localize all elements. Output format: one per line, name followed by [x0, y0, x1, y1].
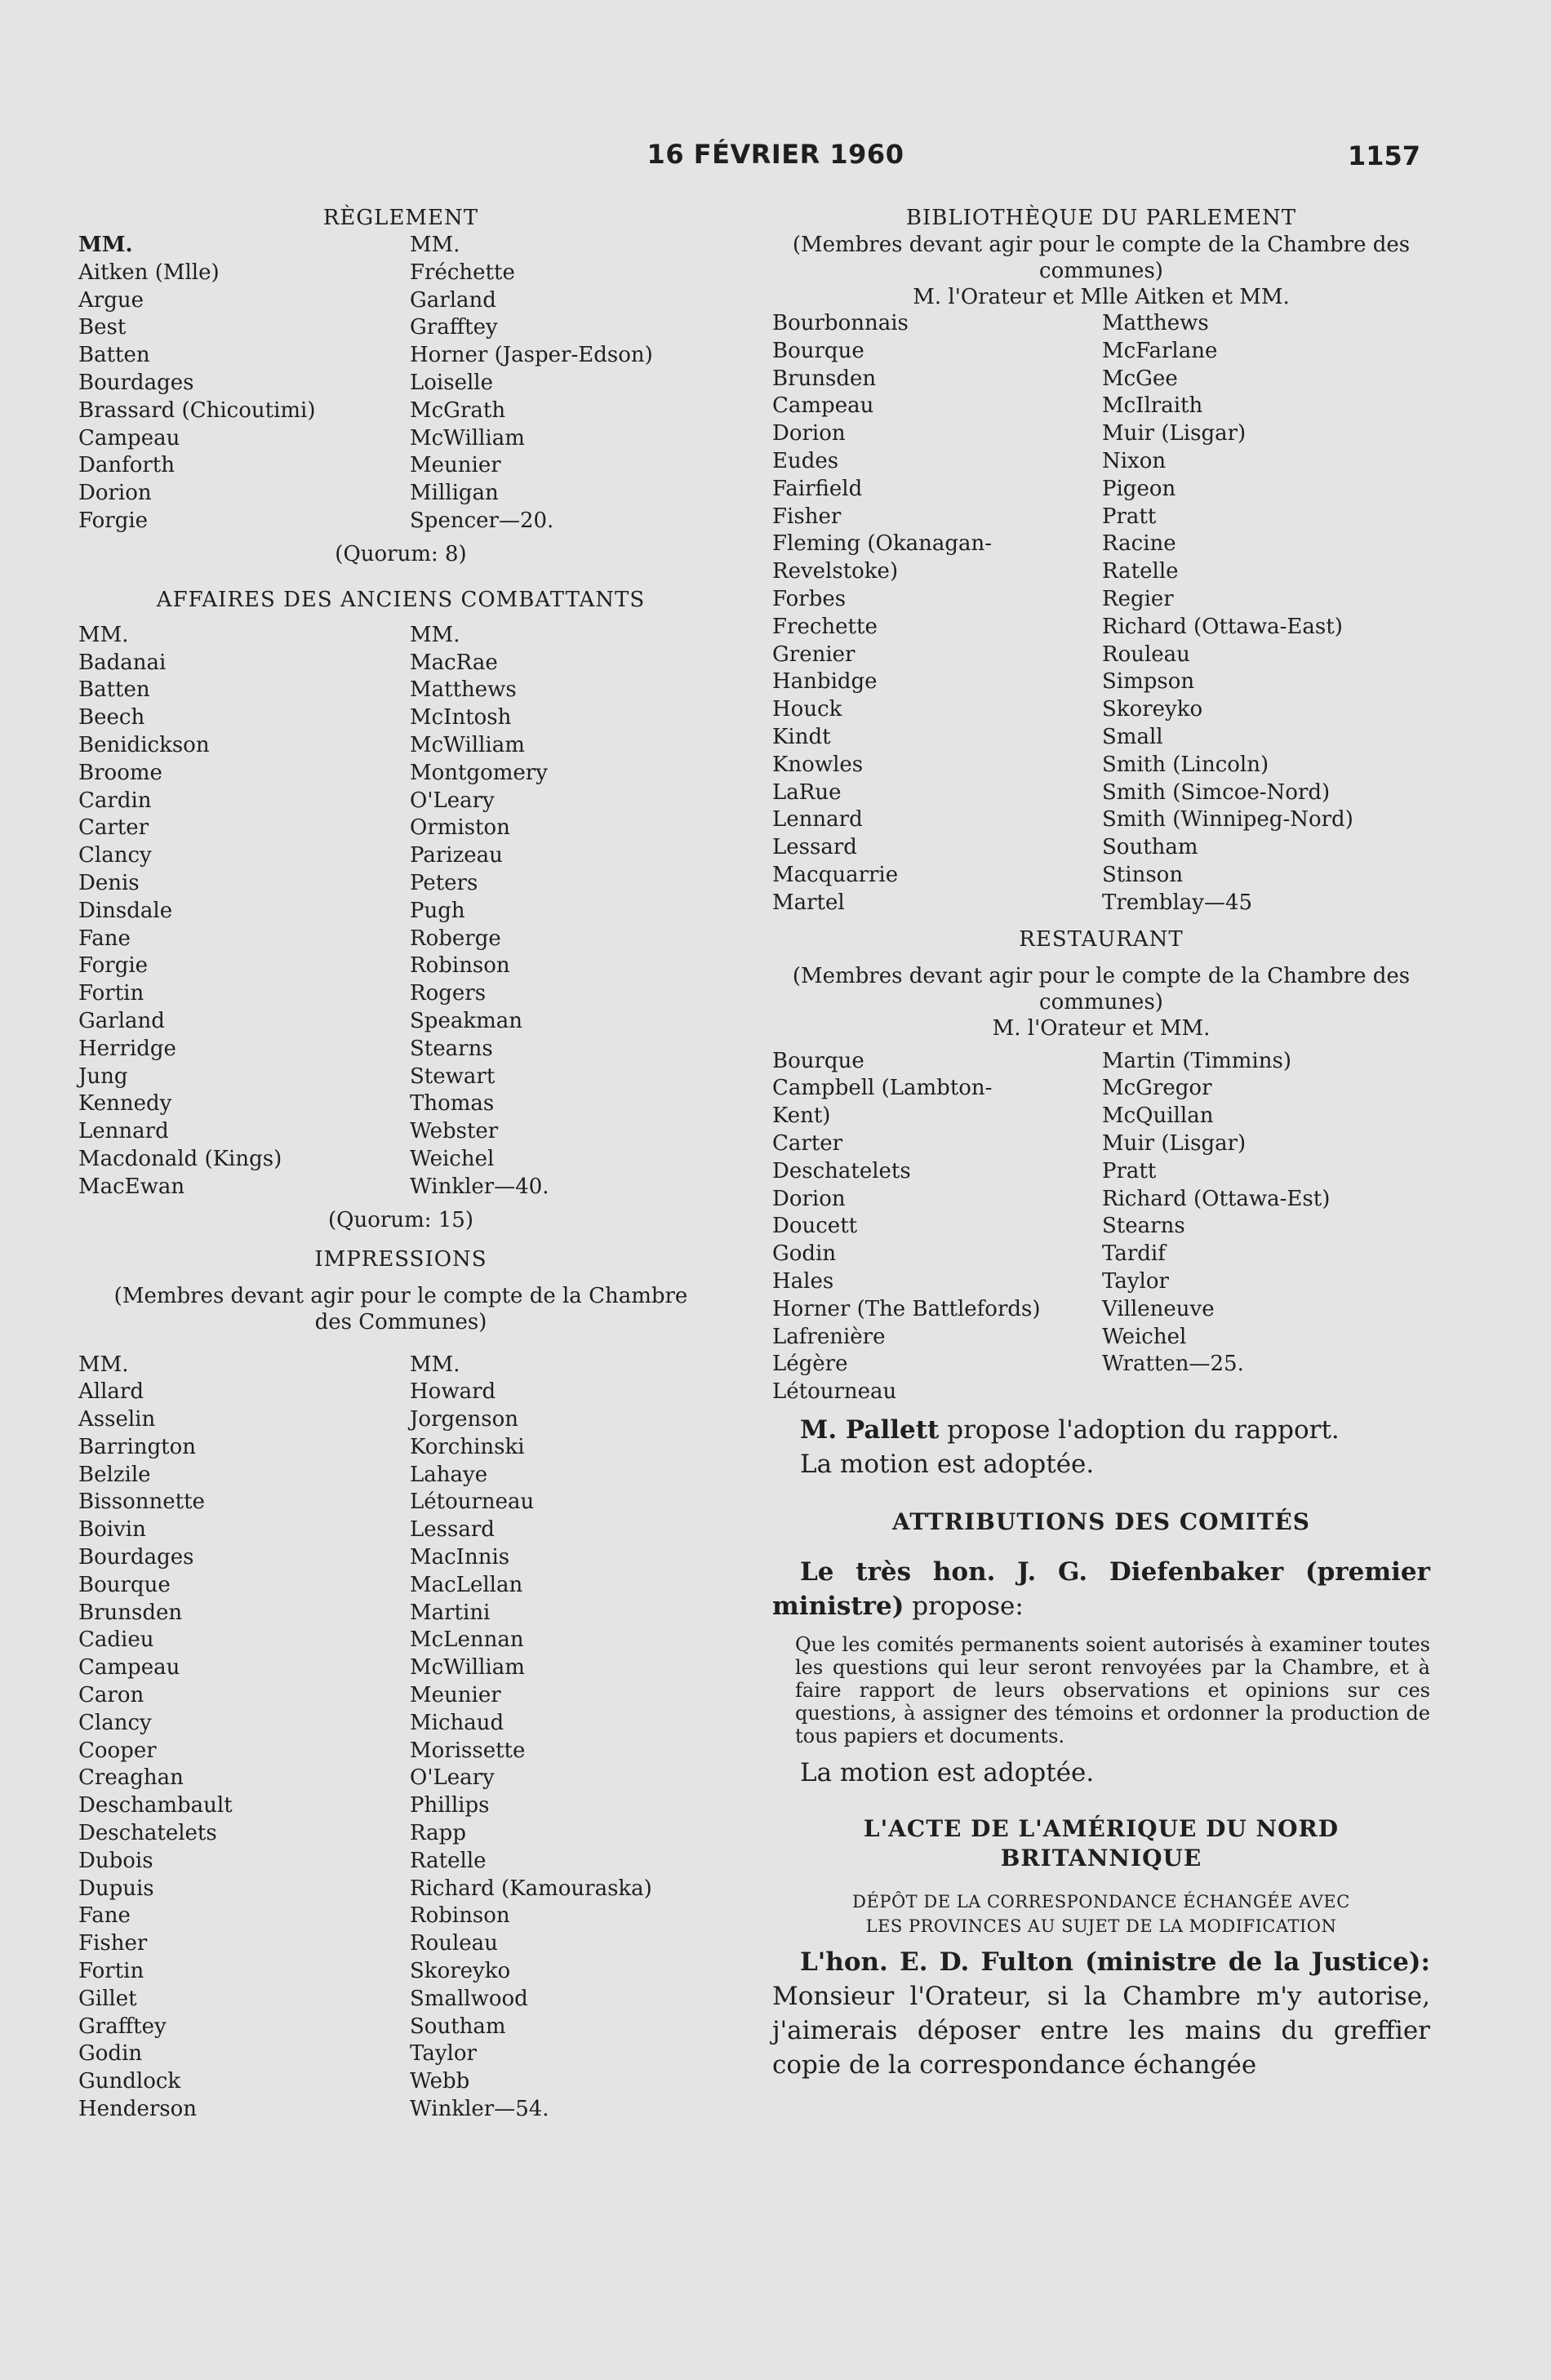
member-name: Grafftey — [78, 2014, 167, 2039]
member-name: Houck — [772, 697, 842, 722]
member-name: Creaghan — [78, 1765, 184, 1791]
member-name: Stinson — [1102, 862, 1184, 887]
left-column — [78, 204, 723, 2124]
member-name: McIlraith — [1102, 393, 1203, 419]
member-name: Forbes — [772, 586, 847, 611]
member-name: Weichel — [410, 1146, 495, 1171]
quorum: (Quorum: 8) — [335, 541, 467, 566]
member-name: Muir (Lisgar) — [1102, 1130, 1247, 1156]
member-name: Michaud — [410, 1710, 504, 1735]
member-name: Matthews — [410, 677, 517, 703]
paragraph-diefenbaker — [772, 1555, 1430, 1623]
member-name: Badanai — [78, 650, 167, 675]
member-name: Nixon — [1102, 448, 1167, 473]
member-name: Macquarrie — [772, 862, 899, 887]
mm-label: MM. — [410, 233, 460, 257]
member-name: Bissonnette — [78, 1490, 205, 1515]
section-bibliotheque — [772, 204, 1430, 917]
member-name: Morissette — [410, 1738, 526, 1763]
right-column — [772, 204, 1430, 2082]
member-name: Belzile — [78, 1462, 151, 1487]
member-name: Simpson — [1102, 669, 1195, 695]
member-name: Ratelle — [1102, 559, 1179, 584]
member-name: Thomas — [410, 1091, 495, 1117]
mm-label: MM. — [78, 233, 133, 257]
member-name: Légère — [772, 1352, 848, 1377]
member-name: Asselin — [78, 1407, 156, 1432]
subheading-depot-line1: DÉPÔT DE LA CORRESPONDANCE ÉCHANGÉE AVEC — [852, 1891, 1350, 1912]
member-name: Tremblay—45 — [1102, 890, 1253, 915]
member-name: Pratt — [1102, 1158, 1157, 1183]
member-list-col2 — [1102, 1048, 1330, 1406]
member-name: Broome — [78, 760, 162, 785]
member-list-col2 — [410, 650, 549, 1201]
member-name: Stearns — [1102, 1214, 1185, 1239]
member-name: Garland — [78, 1008, 165, 1033]
member-name: Southam — [410, 2014, 506, 2039]
member-name: Jung — [78, 1063, 128, 1089]
member-lists — [78, 650, 723, 1201]
member-name: Dinsdale — [78, 898, 173, 923]
member-name: Milligan — [410, 481, 499, 506]
member-name: Martel — [772, 890, 845, 915]
member-name: Fane — [78, 1903, 131, 1929]
section-title: BIBLIOTHÈQUE DU PARLEMENT — [905, 206, 1297, 230]
member-name: Jorgenson — [410, 1407, 519, 1432]
member-name: McQuillan — [1102, 1103, 1214, 1129]
section-title: IMPRESSIONS — [314, 1246, 487, 1272]
member-name: Fane — [78, 926, 131, 951]
member-list-col1 — [78, 650, 410, 1201]
member-name: Hales — [772, 1268, 834, 1294]
member-name: Forgie — [78, 508, 149, 533]
member-name: Rouleau — [410, 1931, 498, 1956]
member-name: Racine — [1102, 531, 1176, 557]
member-name: Bourbonnais — [772, 311, 909, 335]
member-list-col1 — [78, 1379, 410, 2124]
paragraph-text: Monsieur l'Orateur, si la Chambre m'y autorise, j'aimerais déposer entre les mains du greffier copie de la correspondance échangée — [772, 1981, 1430, 2080]
member-name: Howard — [410, 1379, 496, 1405]
section-impressions — [78, 1246, 723, 2124]
member-name: Eudes — [772, 448, 839, 473]
member-name: Korchinski — [410, 1434, 525, 1459]
motion-adopted: La motion est adoptée. — [800, 1757, 1095, 1787]
member-name: Grafftey — [410, 315, 498, 340]
member-name: Webb — [410, 2069, 470, 2094]
member-name: Benidickson — [78, 732, 210, 757]
member-name: Roberge — [410, 926, 501, 951]
member-name: Clancy — [78, 1710, 152, 1735]
member-name: Dorion — [772, 421, 846, 446]
member-name: Dubois — [78, 1848, 153, 1873]
member-list-col2 — [1102, 310, 1353, 917]
member-name: Godin — [772, 1241, 837, 1267]
member-name: Revelstoke) — [772, 559, 899, 584]
member-name: Rogers — [410, 981, 487, 1006]
member-name: LaRue — [772, 779, 842, 805]
member-name: Forgie — [78, 953, 149, 979]
section-subtitle: (Membres devant agir pour le compte de la Chambre des Communes) — [113, 1283, 688, 1334]
paragraph-text: propose l'adoption du rapport. — [939, 1414, 1340, 1445]
member-name: Best — [78, 315, 127, 340]
mm-label: MM. — [410, 1352, 460, 1377]
member-name: Deschatelets — [78, 1821, 217, 1846]
member-name: MacInnis — [410, 1545, 510, 1570]
member-name: Cadieu — [78, 1627, 154, 1653]
member-list-col2 — [410, 260, 653, 535]
member-name: Cardin — [78, 788, 152, 813]
member-name: Matthews — [1102, 311, 1209, 335]
member-name: Richard (Kamouraska) — [410, 1876, 652, 1901]
member-name: Robinson — [410, 1903, 510, 1929]
paragraph-fulton — [772, 1945, 1430, 2082]
member-name: Weichel — [1102, 1324, 1187, 1349]
member-name: Small — [1102, 724, 1163, 749]
heading-acte: L'ACTE DE L'AMÉRIQUE DU NORD BRITANNIQUE — [863, 1814, 1340, 1872]
member-name: Campeau — [78, 1655, 180, 1681]
member-name: Aitken (Mlle) — [78, 260, 220, 285]
member-name: McGregor — [1102, 1076, 1212, 1101]
section-restaurant — [772, 926, 1430, 1406]
motion-quote: Que les comités permanents soient autorisés à examiner toutes les questions qui leur seront renvoyées par la Chambre, et à faire rapport de leurs observations et opinions sur ces questions, à assigner des témoins et ordonner la production de tous papiers et documents. — [795, 1632, 1430, 1747]
member-name: Bourdages — [78, 370, 194, 395]
member-list-col1 — [78, 260, 410, 535]
member-name: Richard (Ottawa-East) — [1102, 614, 1343, 639]
heading-attributions: ATTRIBUTIONS DES COMITÉS — [892, 1507, 1310, 1535]
motion-adopted: La motion est adoptée. — [800, 1449, 1095, 1479]
member-name: Grenier — [772, 642, 855, 667]
paragraph-text: propose: — [904, 1591, 1024, 1621]
member-name: Skoreyko — [1102, 697, 1203, 722]
member-name: Wratten—25. — [1102, 1352, 1244, 1377]
member-name: Taylor — [410, 2041, 477, 2067]
member-name: Pugh — [410, 898, 465, 923]
member-name: Horner (The Battlefords) — [772, 1296, 1041, 1321]
member-name: Rapp — [410, 1821, 466, 1846]
member-name: Loiselle — [410, 370, 493, 395]
member-name: McLennan — [410, 1627, 524, 1653]
section-anciens-combattants — [78, 586, 723, 1234]
section-title: AFFAIRES DES ANCIENS COMBATTANTS — [156, 587, 646, 612]
member-name: Robinson — [410, 953, 510, 979]
member-name: Fréchette — [410, 260, 515, 285]
member-name: Meunier — [410, 453, 501, 478]
section-title: RESTAURANT — [1019, 926, 1184, 952]
member-name: Bourdages — [78, 1545, 194, 1570]
member-name: Garland — [410, 287, 496, 313]
member-name: Henderson — [78, 2097, 198, 2122]
member-name: O'Leary — [410, 788, 495, 813]
member-name: Pigeon — [1102, 476, 1176, 501]
member-name: Kindt — [772, 724, 831, 749]
member-name: Montgomery — [410, 760, 548, 785]
member-name: O'Leary — [410, 1765, 495, 1791]
member-name: Carter — [772, 1130, 843, 1156]
member-name: Rouleau — [1102, 642, 1190, 667]
member-name: Létourneau — [410, 1490, 535, 1515]
member-name: Herridge — [78, 1036, 176, 1061]
member-name: Beech — [78, 705, 145, 730]
member-name: MacEwan — [78, 1174, 185, 1199]
speaker-name: M. Pallett — [800, 1414, 940, 1445]
quorum: (Quorum: 15) — [328, 1207, 473, 1232]
member-lists — [772, 1048, 1430, 1406]
member-name: Frechette — [772, 614, 878, 639]
member-name: Stewart — [410, 1063, 496, 1089]
member-name: Macdonald (Kings) — [78, 1146, 282, 1171]
member-name: Deschambault — [78, 1793, 233, 1818]
member-name: MacLellan — [410, 1572, 523, 1597]
member-name: McGee — [1102, 366, 1178, 391]
member-name: McFarlane — [1102, 338, 1218, 363]
member-name: Fisher — [78, 1931, 148, 1956]
member-name: Parizeau — [410, 843, 503, 868]
speaker-name: L'hon. E. D. Fulton (ministre de la Justice): — [800, 1947, 1430, 1977]
section-intro: M. l'Orateur et Mlle Aitken et MM. — [913, 285, 1290, 309]
member-name — [1102, 1379, 1330, 1406]
member-name: Smallwood — [410, 1986, 528, 2011]
paragraph-pallett — [772, 1413, 1430, 1447]
member-name: Cooper — [78, 1738, 157, 1763]
member-name: Speakman — [410, 1008, 522, 1033]
mm-header-row — [78, 622, 723, 650]
member-name: Spencer—20. — [410, 508, 554, 533]
member-name: Caron — [78, 1683, 144, 1708]
member-name: Barrington — [78, 1434, 197, 1459]
member-name: Fisher — [772, 504, 842, 529]
member-name: Winkler—54. — [410, 2097, 549, 2122]
member-name: Lessard — [772, 835, 857, 860]
member-lists — [772, 310, 1430, 917]
member-name: Bourque — [78, 1572, 171, 1597]
member-name: Smith (Lincoln) — [1102, 752, 1269, 777]
member-name: Campbell (Lambton- — [772, 1076, 993, 1101]
member-name: Martini — [410, 1600, 491, 1625]
member-name: Skoreyko — [410, 1959, 511, 1984]
member-name: Fairfield — [772, 476, 863, 501]
member-name: Pratt — [1102, 504, 1157, 529]
member-list-col1 — [772, 1048, 1102, 1406]
member-name: Fortin — [78, 981, 144, 1006]
member-name: Smith (Simcoe-Nord) — [1102, 779, 1331, 805]
member-name: Bourque — [772, 1048, 864, 1073]
member-name: Martin (Timmins) — [1102, 1048, 1291, 1073]
member-name: Dorion — [772, 1186, 846, 1211]
member-lists — [78, 1379, 723, 2124]
member-name: Bourque — [772, 338, 864, 363]
member-name: Regier — [1102, 586, 1174, 611]
member-name: Lennard — [78, 1119, 169, 1144]
member-name: Gillet — [78, 1986, 137, 2011]
section-reglement — [78, 204, 723, 568]
member-name: Stearns — [410, 1036, 493, 1061]
section-subtitle: (Membres devant agir pour le compte de la Chambre des communes) — [792, 233, 1411, 283]
member-name: Lafrenière — [772, 1324, 886, 1349]
member-name: Ormiston — [410, 815, 510, 841]
member-name: Dupuis — [78, 1876, 154, 1901]
member-name: Carter — [78, 815, 149, 841]
mm-label: MM. — [78, 1352, 129, 1377]
member-name: Fortin — [78, 1959, 144, 1984]
member-name: Boivin — [78, 1517, 146, 1543]
member-name: Phillips — [410, 1793, 490, 1818]
member-name: Argue — [78, 287, 144, 313]
member-name: MacRae — [410, 650, 498, 675]
mm-label: MM. — [410, 622, 460, 647]
member-list-col2 — [410, 1379, 652, 2124]
member-name: Horner (Jasper-Edson) — [410, 343, 653, 368]
section-subtitle: (Membres devant agir pour le compte de la Chambre des communes) — [792, 963, 1411, 1015]
member-name: Allard — [78, 1379, 144, 1405]
member-name: Brunsden — [78, 1600, 183, 1625]
member-name: Lennard — [772, 807, 863, 833]
member-name: Lahaye — [410, 1462, 488, 1487]
mm-label: MM. — [78, 622, 129, 647]
member-name: Brunsden — [772, 366, 877, 391]
member-name: Batten — [78, 677, 150, 703]
subheading-depot-line2: LES PROVINCES AU SUJET DE LA MODIFICATION — [865, 1916, 1337, 1936]
member-name: Dorion — [78, 481, 152, 506]
member-name: Deschatelets — [772, 1158, 911, 1183]
member-name: Hanbidge — [772, 669, 878, 695]
member-name: Peters — [410, 870, 478, 895]
mm-header-row — [78, 232, 723, 260]
member-name: Southam — [1102, 835, 1198, 860]
member-name: Tardif — [1102, 1241, 1166, 1267]
speaker-name: Le très hon. J. G. Diefenbaker (premier ministre) — [772, 1556, 1430, 1621]
member-name: Richard (Ottawa-Est) — [1102, 1186, 1331, 1211]
member-name: Taylor — [1102, 1268, 1169, 1294]
member-name: Doucett — [772, 1214, 858, 1239]
member-name: Danforth — [78, 453, 175, 478]
member-name: Godin — [78, 2041, 143, 2067]
member-name: Smith (Winnipeg-Nord) — [1102, 807, 1353, 833]
member-name: McWilliam — [410, 1655, 525, 1681]
member-name: Kent) — [772, 1103, 831, 1129]
member-name: Knowles — [772, 752, 864, 777]
section-intro: M. l'Orateur et MM. — [992, 1015, 1211, 1041]
page-number: 1157 — [1347, 140, 1420, 171]
mm-header-row — [78, 1352, 723, 1379]
member-name: Denis — [78, 870, 140, 895]
member-name: Winkler—40. — [410, 1174, 549, 1199]
member-name: Létourneau — [772, 1379, 897, 1405]
member-name: Muir (Lisgar) — [1102, 421, 1247, 446]
member-name: Clancy — [78, 843, 152, 868]
member-name: Ratelle — [410, 1848, 487, 1873]
member-name: Campeau — [772, 393, 874, 419]
member-name: Meunier — [410, 1683, 501, 1708]
member-name: Lessard — [410, 1517, 495, 1543]
member-name: Brassard (Chicoutimi) — [78, 397, 316, 423]
member-name: McWilliam — [410, 425, 525, 451]
member-name: Campeau — [78, 425, 180, 451]
section-title: RÈGLEMENT — [322, 206, 479, 230]
member-list-col1 — [772, 310, 1102, 917]
member-name: Villeneuve — [1102, 1296, 1215, 1321]
member-name: Fleming (Okanagan- — [772, 531, 993, 557]
running-header-date: 16 FÉVRIER 1960 — [647, 139, 904, 170]
member-name: McGrath — [410, 397, 506, 423]
member-name: Batten — [78, 343, 150, 368]
member-name: McWilliam — [410, 732, 525, 757]
member-name: Kennedy — [78, 1091, 172, 1117]
member-name: McIntosh — [410, 705, 512, 730]
member-name: Webster — [410, 1119, 499, 1144]
member-lists — [78, 260, 723, 535]
member-name: Gundlock — [78, 2069, 181, 2094]
